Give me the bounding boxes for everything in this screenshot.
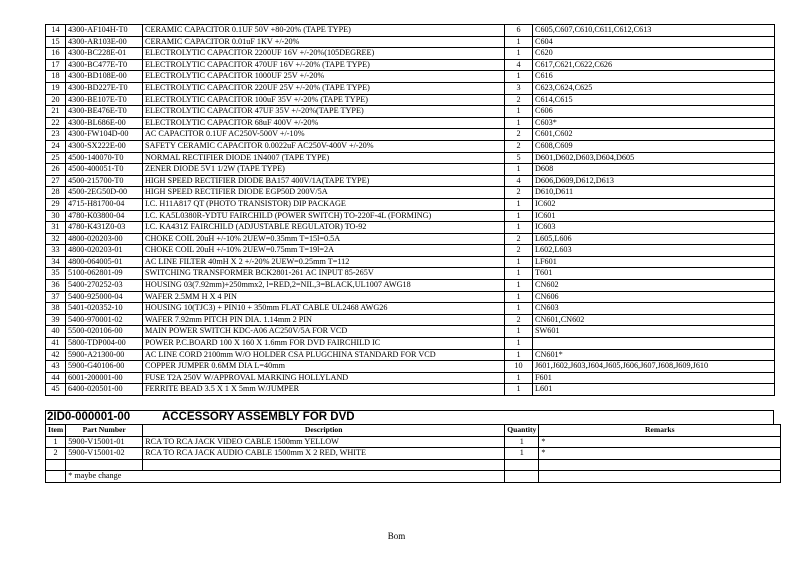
accessory-assembly-title [45, 410, 774, 424]
description: HIGH SPEED RECTIFIER DIODE BA157 400V/1A(TAPE TYPE) [143, 175, 505, 187]
part-number: 5900-V15001-01 [66, 436, 143, 448]
description: SWITCHING TRANSFORMER BCK2801-261 AC INPUT 85-265V [143, 268, 505, 280]
item-number: 42 [46, 349, 66, 361]
description: FERRITE BEAD 3.5 X 1 X 5mm W/JUMPER [143, 384, 505, 396]
quantity: 1 [505, 338, 533, 350]
reference-designators: C606 [533, 106, 775, 118]
item-number: 29 [46, 198, 66, 210]
item-number: 34 [46, 256, 66, 268]
description: ELECTROLYTIC CAPACITOR 100uF 35V +/-20% (TAPE TYPE) [143, 94, 505, 106]
item-number: 15 [46, 36, 66, 48]
part-number: 4300-BD108E-00 [66, 71, 143, 83]
part-number: 4300-SX222E-00 [66, 140, 143, 152]
part-number: 5400-270252-03 [66, 280, 143, 292]
accessory-part-number: 2ID0-000001-00 [47, 411, 131, 423]
table-row [46, 361, 775, 373]
table-row [46, 48, 775, 60]
item-number: 20 [46, 94, 66, 106]
item-number: 39 [46, 314, 66, 326]
table-row [46, 36, 775, 48]
page-footer: Bom [387, 531, 406, 541]
table-row [46, 25, 775, 37]
quantity: 5 [505, 152, 533, 164]
part-number: 4780-K03800-04 [66, 210, 143, 222]
bom-table [45, 24, 775, 396]
part-number: 4300-BC228E-01 [66, 48, 143, 60]
item-number: 37 [46, 291, 66, 303]
quantity: 1 [505, 117, 533, 129]
description: AC CAPACITOR 0.1UF AC250V-500V +/-10% [143, 129, 505, 141]
table-row [46, 372, 775, 384]
reference-designators: SW601 [533, 326, 775, 338]
quantity: 10 [505, 361, 533, 373]
quantity: 1 [505, 372, 533, 384]
item-number: 25 [46, 152, 66, 164]
reference-designators: C604 [533, 36, 775, 48]
quantity: 1 [505, 71, 533, 83]
header-item: Item [46, 425, 66, 437]
quantity: 1 [505, 448, 539, 460]
reference-designators: CN601,CN602 [533, 314, 775, 326]
item-number: 19 [46, 82, 66, 94]
maybe-change-note: * maybe change [66, 471, 505, 483]
description: I.C. H11A817 QT (PHOTO TRANSISTOR) DIP PACKAGE [143, 198, 505, 210]
item-number: 38 [46, 303, 66, 315]
reference-designators: CN606 [533, 291, 775, 303]
reference-designators: D610,D611 [533, 187, 775, 199]
description: HIGH SPEED RECTIFIER DIODE EGP50D 200V/5A [143, 187, 505, 199]
description: SAFETY CERAMIC CAPACITOR 0.0022uF AC250V-400V +/-20% [143, 140, 505, 152]
item-number: 32 [46, 233, 66, 245]
item-number: 22 [46, 117, 66, 129]
description: ELECTROLYTIC CAPACITOR 47UF 35V +/-20%(TAPE TYPE) [143, 106, 505, 118]
quantity: 3 [505, 82, 533, 94]
quantity: 1 [505, 48, 533, 60]
item-number: 36 [46, 280, 66, 292]
reference-designators: IC602 [533, 198, 775, 210]
description: FUSE T2A 250V W/APPROVAL MARKING HOLLYLAND [143, 372, 505, 384]
part-number: 4500-215700-T0 [66, 175, 143, 187]
description: I.C. KA431Z FAIRCHILD (ADJUSTABLE REGULATOR) TO-92 [143, 222, 505, 234]
reference-designators: C620 [533, 48, 775, 60]
table-row [46, 436, 781, 448]
reference-designators: C614,C615 [533, 94, 775, 106]
reference-designators: L605,L606 [533, 233, 775, 245]
description: CERAMIC CAPACITOR 0.1UF 50V +80-20% (TAPE TYPE) [143, 25, 505, 37]
quantity: 1 [505, 326, 533, 338]
reference-designators: C608,C609 [533, 140, 775, 152]
part-number: 4500-140070-T0 [66, 152, 143, 164]
table-row [46, 210, 775, 222]
reference-designators: IC601 [533, 210, 775, 222]
description: ELECTROLYTIC CAPACITOR 2200UF 16V +/-20%(105DEGREE) [143, 48, 505, 60]
header-quantity: Quantity [505, 425, 539, 437]
reference-designators [533, 338, 775, 350]
description: AC LINE FILTER 40mH X 2 +/-20% 2UEW=0.25mm T=112 [143, 256, 505, 268]
table-row [46, 326, 775, 338]
part-number: 4300-FW104D-00 [66, 129, 143, 141]
description: HOUSING 10(TJC3) + PIN10 + 350mm FLAT CABLE UL2468 AWG26 [143, 303, 505, 315]
description: HOUSING 03(7.92mm)+250mmx2, l=RED,2=NIL,3=BLACK,UL1007 AWG18 [143, 280, 505, 292]
reference-designators: CN602 [533, 280, 775, 292]
part-number: 4800-020203-00 [66, 233, 143, 245]
quantity: 1 [505, 164, 533, 176]
reference-designators: LF601 [533, 256, 775, 268]
reference-designators: L601 [533, 384, 775, 396]
part-number: 4715-H81700-04 [66, 198, 143, 210]
bom-table-body [46, 25, 775, 396]
part-number: 4800-020203-01 [66, 245, 143, 257]
quantity: 1 [505, 291, 533, 303]
table-row [46, 175, 775, 187]
item-number: 16 [46, 48, 66, 60]
description: COPPER JUMPER 0.6MM DIA L=40mm [143, 361, 505, 373]
description: ELECTROLYTIC CAPACITOR 68uF 400V +/-20% [143, 117, 505, 129]
remarks: * [539, 448, 781, 460]
table-row [46, 338, 775, 350]
item-number: 35 [46, 268, 66, 280]
item-number: 30 [46, 210, 66, 222]
table-row [46, 314, 775, 326]
part-number: 4780-K431Z0-03 [66, 222, 143, 234]
table-row [46, 187, 775, 199]
table-row [46, 291, 775, 303]
item-number: 26 [46, 164, 66, 176]
table-row [46, 222, 775, 234]
table-row [46, 164, 775, 176]
quantity: 1 [505, 256, 533, 268]
part-number: 5500-020106-00 [66, 326, 143, 338]
table-row [46, 94, 775, 106]
reference-designators: F601 [533, 372, 775, 384]
quantity: 1 [505, 222, 533, 234]
description: NORMAL RECTIFIER DIODE 1N4007 (TAPE TYPE) [143, 152, 505, 164]
reference-designators: C616 [533, 71, 775, 83]
quantity: 4 [505, 175, 533, 187]
quantity: 2 [505, 129, 533, 141]
quantity: 2 [505, 140, 533, 152]
description: CHOKE COIL 20uH +/-10% 2UEW=0.35mm T=15l=0.5A [143, 233, 505, 245]
description: WAFER 2.5MM H X 4 PIN [143, 291, 505, 303]
quantity: 6 [505, 25, 533, 37]
table-row [46, 129, 775, 141]
accessory-title: ACCESSORY ASSEMBLY FOR DVD [162, 411, 355, 423]
table-row [46, 245, 775, 257]
item-number: 44 [46, 372, 66, 384]
description: ELECTROLYTIC CAPACITOR 1000UF 25V +/-20% [143, 71, 505, 83]
part-number: 5800-TDP004-00 [66, 338, 143, 350]
reference-designators: CN603 [533, 303, 775, 315]
part-number: 4300-BL686E-00 [66, 117, 143, 129]
description: AC LINE CORD 2100mm W/O HOLDER CSA PLUGCHINA STANDARD FOR VCD [143, 349, 505, 361]
reference-designators: L602,L603 [533, 245, 775, 257]
table-row [46, 198, 775, 210]
item-number: 27 [46, 175, 66, 187]
reference-designators: C623,C624,C625 [533, 82, 775, 94]
description: CHOKE COIL 20uH +/-10% 2UEW=0.75mm T=19l=2A [143, 245, 505, 257]
quantity: 1 [505, 36, 533, 48]
header-description: Description [143, 425, 505, 437]
table-row [46, 59, 775, 71]
quantity: 2 [505, 245, 533, 257]
description: ELECTROLYTIC CAPACITOR 220UF 25V +/-20% (TAPE TYPE) [143, 82, 505, 94]
quantity: 2 [505, 233, 533, 245]
part-number: 5900-A21300-00 [66, 349, 143, 361]
table-row [46, 71, 775, 83]
reference-designators: C605,C607,C610,C611,C612,C613 [533, 25, 775, 37]
reference-designators: C603* [533, 117, 775, 129]
part-number: 4300-AF104H-T0 [66, 25, 143, 37]
table-row [46, 256, 775, 268]
reference-designators: IC603 [533, 222, 775, 234]
reference-designators: D601,D602,D603,D604,D605 [533, 152, 775, 164]
reference-designators: CN601* [533, 349, 775, 361]
part-number: 6400-020501-00 [66, 384, 143, 396]
item-number: 23 [46, 129, 66, 141]
remarks: * [539, 436, 781, 448]
table-row [46, 233, 775, 245]
accessory-table-body [46, 436, 781, 459]
item-number: 24 [46, 140, 66, 152]
note-row [46, 471, 781, 483]
description: POWER P.C.BOARD 100 X 160 X 1.6mm FOR DVD FAIRCHILD IC [143, 338, 505, 350]
description: WAFER 7.92mm PITCH PIN DIA. 1.14mm 2 PIN [143, 314, 505, 326]
accessory-table [45, 424, 781, 483]
description: MAIN POWER SWITCH KDC-A06 AC250V/5A FOR VCD [143, 326, 505, 338]
table-row [46, 349, 775, 361]
reference-designators: D606,D609,D612,D613 [533, 175, 775, 187]
part-number: 5401-020352-10 [66, 303, 143, 315]
item-number: 21 [46, 106, 66, 118]
item-number: 40 [46, 326, 66, 338]
table-row [46, 268, 775, 280]
part-number: 4300-BE107E-T0 [66, 94, 143, 106]
part-number: 4500-400051-T0 [66, 164, 143, 176]
part-number: 4300-BD227E-T0 [66, 82, 143, 94]
quantity: 1 [505, 349, 533, 361]
item-number: 41 [46, 338, 66, 350]
item-number: 43 [46, 361, 66, 373]
reference-designators: D608 [533, 164, 775, 176]
table-row [46, 82, 775, 94]
part-number: 5100-062801-09 [66, 268, 143, 280]
table-row [46, 140, 775, 152]
part-number: 5400-970001-02 [66, 314, 143, 326]
quantity: 1 [505, 210, 533, 222]
item-number: 33 [46, 245, 66, 257]
quantity: 2 [505, 314, 533, 326]
item-number: 17 [46, 59, 66, 71]
quantity: 4 [505, 59, 533, 71]
description: ELECTROLYTIC CAPACITOR 470UF 16V +/-20% (TAPE TYPE) [143, 59, 505, 71]
header-remarks: Remarks [539, 425, 781, 437]
accessory-header-row [46, 425, 781, 437]
item-number: 45 [46, 384, 66, 396]
blank-row [46, 459, 781, 471]
description: RCA TO RCA JACK AUDIO CABLE 1500mm X 2 RED, WHITE [143, 448, 505, 460]
quantity: 1 [505, 106, 533, 118]
table-row [46, 448, 781, 460]
item-number: 14 [46, 25, 66, 37]
table-row [46, 384, 775, 396]
table-row [46, 303, 775, 315]
table-row [46, 106, 775, 118]
item-number: 18 [46, 71, 66, 83]
reference-designators: C617,C621,C622,C626 [533, 59, 775, 71]
part-number: 4300-BE476E-T0 [66, 106, 143, 118]
part-number: 4500-2EG50D-00 [66, 187, 143, 199]
quantity: 1 [505, 436, 539, 448]
item-number: 31 [46, 222, 66, 234]
part-number: 4300-BC477E-T0 [66, 59, 143, 71]
quantity: 1 [505, 384, 533, 396]
description: RCA TO RCA JACK VIDEO CABLE 1500mm YELLOW [143, 436, 505, 448]
description: CERAMIC CAPACITOR 0.01uF 1KV +/-20% [143, 36, 505, 48]
table-row [46, 280, 775, 292]
quantity: 1 [505, 303, 533, 315]
reference-designators: T601 [533, 268, 775, 280]
part-number: 6001-200001-00 [66, 372, 143, 384]
table-row [46, 152, 775, 164]
part-number: 5900-G40106-00 [66, 361, 143, 373]
quantity: 2 [505, 94, 533, 106]
quantity: 2 [505, 187, 533, 199]
part-number: 4300-AR103E-00 [66, 36, 143, 48]
quantity: 1 [505, 198, 533, 210]
reference-designators: J601,J602,J603,J604,J605,J606,J607,J608,J609,J610 [533, 361, 775, 373]
item-number: 2 [46, 448, 66, 460]
part-number: 4800-064005-01 [66, 256, 143, 268]
item-number: 28 [46, 187, 66, 199]
part-number: 5400-925000-04 [66, 291, 143, 303]
part-number: 5900-V15001-02 [66, 448, 143, 460]
reference-designators: C601,C602 [533, 129, 775, 141]
item-number: 1 [46, 436, 66, 448]
header-part-number: Part Number [66, 425, 143, 437]
table-row [46, 117, 775, 129]
quantity: 1 [505, 280, 533, 292]
description: I.C. KA5L0380R-YDTU FAIRCHILD (POWER SWITCH) TO-220F-4L (FORMING) [143, 210, 505, 222]
quantity: 1 [505, 268, 533, 280]
description: ZENER DIODE 5V1 1/2W (TAPE TYPE) [143, 164, 505, 176]
